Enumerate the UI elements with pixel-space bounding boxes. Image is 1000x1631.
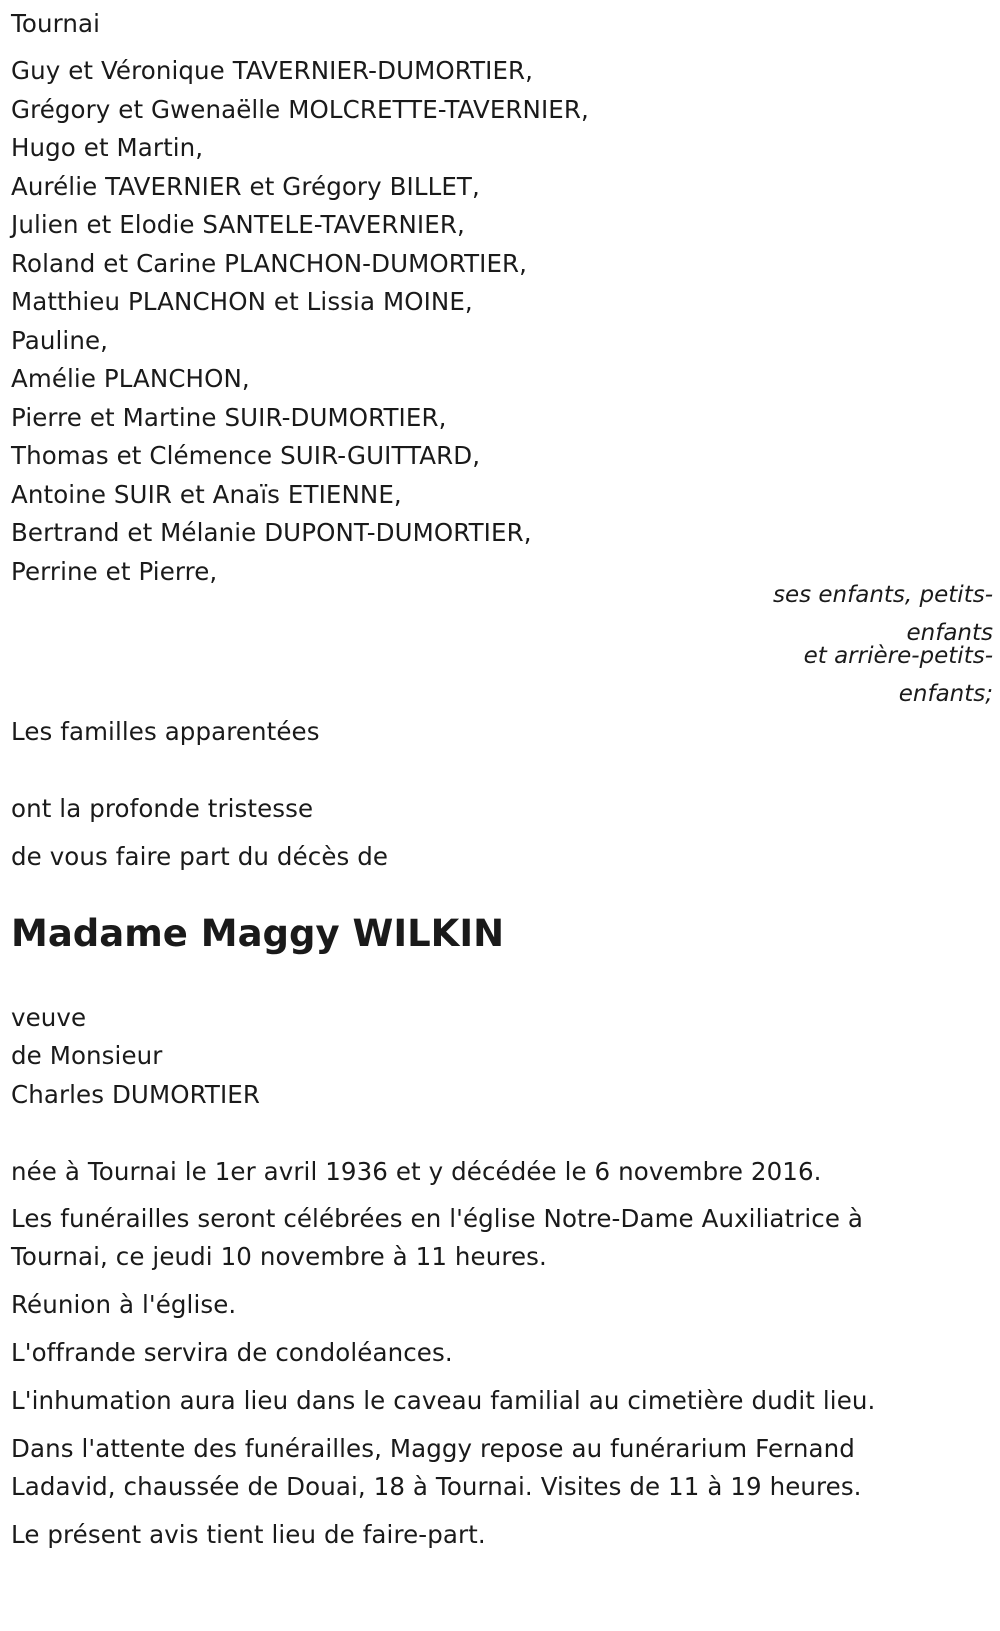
relation-line: enfants;	[898, 681, 993, 707]
detail-line: Réunion à l'église.	[11, 1290, 237, 1319]
widow-line: veuve	[11, 1003, 87, 1032]
detail-line: Tournai, ce jeudi 10 novembre à 11 heures.	[11, 1242, 547, 1271]
family-line: Pierre et Martine SUIR-DUMORTIER,	[11, 403, 447, 432]
detail-line: Dans l'attente des funérailles, Maggy repose au funérarium Fernand	[11, 1434, 855, 1463]
deceased-name: Madame Maggy WILKIN	[11, 912, 505, 955]
widow-line: de Monsieur	[11, 1041, 163, 1070]
detail-line: L'inhumation aura lieu dans le caveau familial au cimetière dudit lieu.	[11, 1386, 876, 1415]
family-line: Bertrand et Mélanie DUPONT-DUMORTIER,	[11, 518, 532, 547]
detail-line: née à Tournai le 1er avril 1936 et y décédée le 6 novembre 2016.	[11, 1157, 822, 1186]
family-line: Aurélie TAVERNIER et Grégory BILLET,	[11, 172, 480, 201]
family-line: Julien et Elodie SANTELE-TAVERNIER,	[11, 210, 465, 239]
widow-line: Charles DUMORTIER	[11, 1080, 261, 1109]
family-line: Thomas et Clémence SUIR-GUITTARD,	[11, 441, 481, 470]
relation-line: ses enfants, petits-	[772, 582, 993, 608]
family-line: Roland et Carine PLANCHON-DUMORTIER,	[11, 249, 528, 278]
place-heading: Tournai	[11, 9, 101, 38]
family-line: Amélie PLANCHON,	[11, 364, 250, 393]
family-line: Grégory et Gwenaëlle MOLCRETTE-TAVERNIER,	[11, 95, 589, 124]
family-line: Pauline,	[11, 326, 109, 355]
detail-line: L'offrande servira de condoléances.	[11, 1338, 453, 1367]
detail-line: Ladavid, chaussée de Douai, 18 à Tournai. Visites de 11 à 19 heures.	[11, 1472, 862, 1501]
detail-line: Les funérailles seront célébrées en l'église Notre-Dame Auxiliatrice à	[11, 1204, 864, 1233]
announce-line: ont la profonde tristesse	[11, 794, 314, 823]
announce-line: de vous faire part du décès de	[11, 842, 389, 871]
family-line: Hugo et Martin,	[11, 133, 204, 162]
relation-line: et arrière-petits-	[803, 643, 993, 669]
family-line: Guy et Véronique TAVERNIER-DUMORTIER,	[11, 56, 534, 85]
family-line: Perrine et Pierre,	[11, 557, 218, 586]
detail-line: Le présent avis tient lieu de faire-part.	[11, 1520, 486, 1549]
relation-line: enfants	[906, 620, 993, 646]
family-line: Matthieu PLANCHON et Lissia MOINE,	[11, 287, 473, 316]
related-families: Les familles apparentées	[11, 717, 320, 746]
family-line: Antoine SUIR et Anaïs ETIENNE,	[11, 480, 402, 509]
